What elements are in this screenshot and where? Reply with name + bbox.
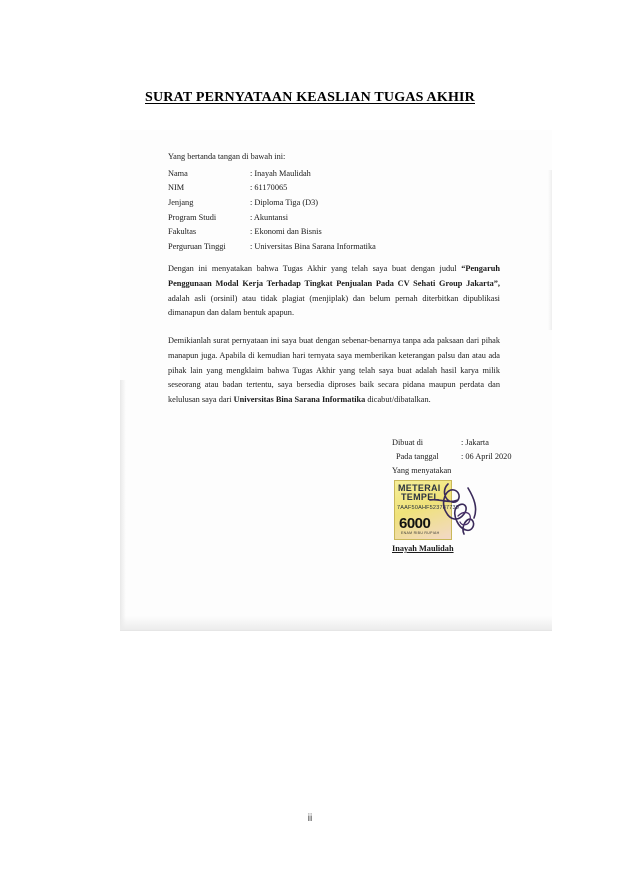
identity-row-nim [168,181,376,196]
identity-label: Program Studi [168,212,217,222]
handwritten-signature [418,480,484,540]
identity-value: : Akuntansi [250,212,289,222]
signature-block [392,435,511,477]
statement-text: Dengan ini menyatakan bahwa Tugas Akhir yang telah saya buat dengan judul [168,264,462,273]
identity-value: : Universitas Bina Sarana Informatika [250,241,376,251]
scan-edge-shadow-left [120,380,126,630]
identity-value: : Inayah Maulidah [250,168,311,178]
identity-label: Jenjang [168,197,194,207]
identity-row-perguruan-tinggi [168,239,376,254]
identity-row-jenjang [168,195,376,210]
stamp-word: TEMPEL [401,492,440,502]
identity-value: : 61170065 [250,183,288,193]
date-label: Pada tanggal [396,451,439,461]
place-row [392,435,511,449]
stamp-serial: 7AAF50AHF523787730 [397,505,460,511]
signer-name: Inayah Maulidah [392,544,454,553]
date-row [392,449,511,463]
liability-statement [168,334,500,408]
date-value: : 06 April 2020 [461,451,512,461]
statement-text: adalah asli (orsinil) atau tidak plagiat (menjiplak) dan belum pernah diterbitkan dipublikasi dimanapun dan dalam bentuk apapun. [168,293,500,318]
scan-bottom-shadow [120,616,552,630]
place-label: Dibuat di [392,437,424,447]
originality-statement [168,262,500,321]
page-title: SURAT PERNYATAAN KEASLIAN TUGAS AKHIR [145,90,475,105]
identity-table [168,166,376,254]
identity-label: NIM [168,183,185,193]
page-number: ii [307,813,313,824]
identity-value: : Ekonomi dan Bisnis [250,227,322,237]
stamp-value: 6000 [399,515,431,532]
identity-label: Fakultas [168,227,197,237]
signer-role: Yang menyatakan [392,465,452,475]
university-name: Universitas Bina Sarana Informatika [233,395,366,405]
stamp-and-signature [394,480,484,542]
identity-label: Perguruan Tinggi [168,241,226,251]
statement-text: Demikianlah surat pernyataan ini saya buat dengan sebenar-benarnya tanpa ada paksaan dari pihak manapun juga. Apabila di kemudian hari ternyata saya memberikan keterangan palsu dan atau ada pihak lain yang mengklaim bahwa Tugas Akhir yang telah saya buat adalah hasil karya milik seseorang atau badan tertentu, saya bersedia diproses baik secara pidana maupun perdata dan kelulusan saya dari [168,336,500,405]
identity-label: Nama [168,168,188,178]
statement-text: dicabut/dibatalkan. [365,395,431,405]
identity-row-program-studi [168,210,376,225]
identity-row-fakultas [168,224,376,239]
thesis-title: “Pengaruh Penggunaan Modal Kerja Terhadap Tingkat Penjualan Pada CV Sehati Group Jakarta”, [168,264,500,288]
scanned-declaration [120,130,552,631]
scan-edge-shadow-right [548,170,552,330]
stamp-word: METERAI [398,483,441,493]
place-value: : Jakarta [461,437,489,447]
identity-row-nama [168,166,376,181]
intro-text: Yang bertanda tangan di bawah ini: [168,152,286,161]
identity-value: : Diploma Tiga (D3) [250,197,318,207]
stamp-value-words: ENAM RIBU RUPIAH [401,531,440,535]
